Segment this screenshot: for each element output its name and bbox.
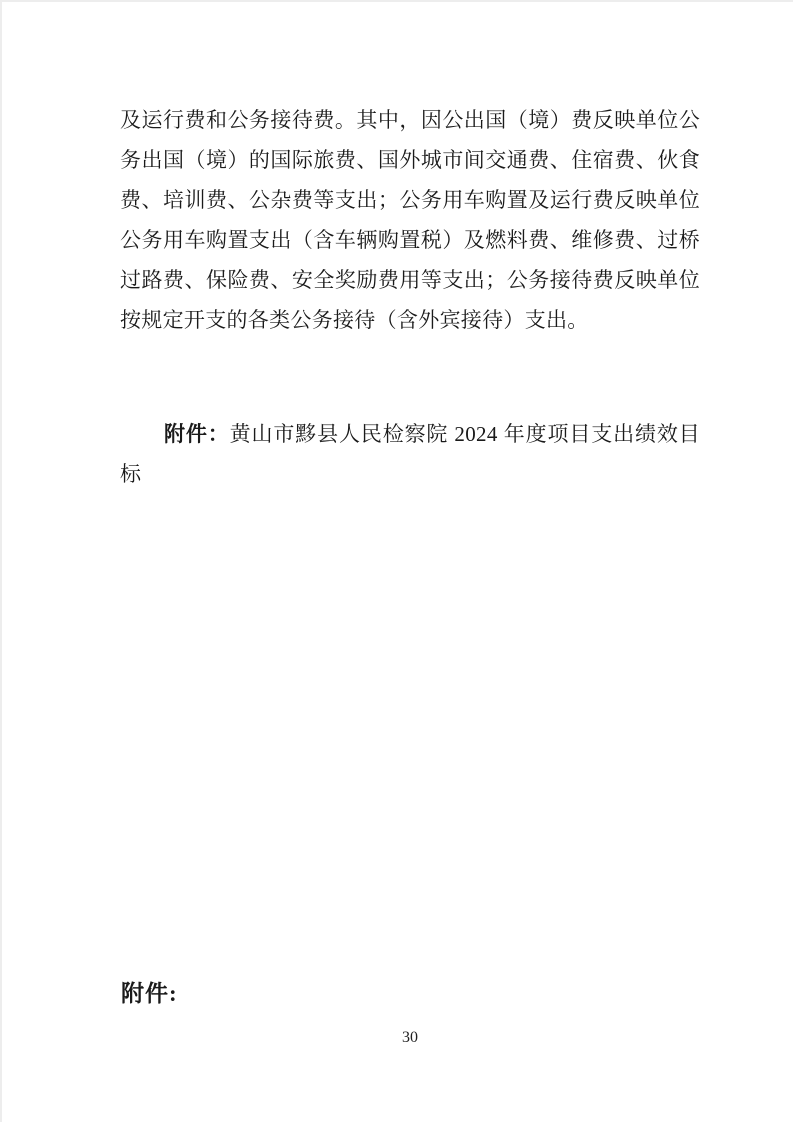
attachment-heading: 附件:: [121, 981, 178, 1006]
paragraph-line: 过路费、保险费、安全奖励费用等支出；公务接待费反映单位: [120, 268, 700, 292]
paragraph-line: 费、培训费、公杂费等支出；公务用车购置及运行费反映单位: [120, 188, 700, 212]
paragraph-line: 务出国（境）的国际旅费、国外城市间交通费、住宿费、伙食: [120, 148, 700, 172]
attachment-note-label: 附件：: [164, 422, 230, 446]
attachment-note: [120, 414, 700, 494]
attachment-note-title: 黄山市黟县人民检察院 2024 年度项目支出绩效目: [229, 422, 700, 446]
main-paragraph: [120, 100, 700, 340]
page-number: 30: [402, 1029, 418, 1046]
paragraph-line: 按规定开支的各类公务接待（含外宾接待）支出。: [120, 308, 589, 332]
paragraph-line: 及运行费和公务接待费。其中，因公出国（境）费反映单位公: [120, 108, 700, 132]
attachment-note-line1: [120, 414, 700, 454]
paragraph-line: 公务用车购置支出（含车辆购置税）及燃料费、维修费、过桥: [120, 228, 700, 252]
attachment-note-line2: 标: [120, 462, 142, 486]
